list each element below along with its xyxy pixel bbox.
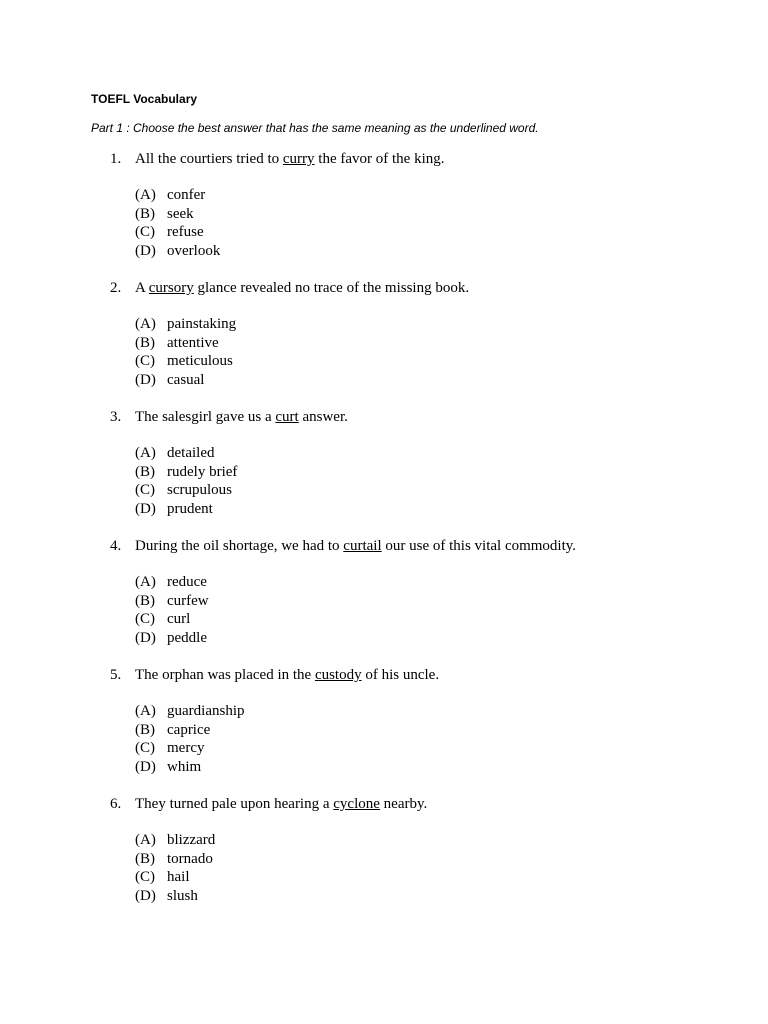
page-title: TOEFL Vocabulary (91, 92, 198, 106)
answer-option[interactable]: (C) curl (135, 611, 191, 627)
instruction-text: Part 1 : Choose the best answer that has the same meaning as the underlined word. (91, 121, 539, 135)
answer-options (0, 574, 768, 648)
underlined-word: curry (282, 151, 315, 167)
underlined-word: curt (275, 409, 299, 425)
answer-option[interactable]: (D) slush (135, 887, 198, 904)
answer-options (0, 316, 768, 390)
answer-option[interactable]: (B) caprice (135, 721, 211, 738)
answer-option[interactable]: (A) blizzard (135, 832, 216, 848)
question-number: 6. (110, 796, 122, 812)
question-item (0, 667, 768, 777)
answer-option[interactable]: (B) attentive (135, 334, 219, 351)
answer-option[interactable]: (A) painstaking (135, 316, 237, 332)
question-item (0, 796, 768, 906)
question-stem (0, 538, 768, 560)
answer-option[interactable]: (C) scrupulous (135, 482, 232, 498)
question-item (0, 151, 768, 261)
underlined-word: cursory (148, 280, 194, 296)
answer-option[interactable]: (B) seek (135, 205, 194, 222)
answer-option[interactable]: (A) confer (135, 187, 206, 203)
question-number: 3. (110, 409, 122, 425)
question-text: The salesgirl gave us a curt answer. (135, 409, 348, 425)
question-item (0, 280, 768, 390)
underlined-word: curtail (343, 538, 382, 554)
question-number: 1. (110, 151, 122, 167)
answer-options (0, 187, 768, 261)
answer-option[interactable]: (B) curfew (135, 592, 209, 609)
answer-option[interactable]: (C) refuse (135, 224, 204, 240)
answer-option[interactable]: (D) overlook (135, 242, 221, 259)
answer-options (0, 832, 768, 906)
question-number: 5. (110, 667, 122, 683)
answer-options (0, 445, 768, 519)
question-item (0, 538, 768, 648)
answer-options (0, 703, 768, 777)
answer-option[interactable]: (B) rudely brief (135, 463, 238, 480)
question-text: A cursory glance revealed no trace of the missing book. (135, 280, 470, 296)
answer-option[interactable]: (D) whim (135, 758, 202, 775)
question-text: During the oil shortage, we had to curtail our use of this vital commodity. (135, 538, 577, 554)
answer-option[interactable]: (D) prudent (135, 500, 213, 517)
question-number: 2. (110, 280, 122, 296)
answer-option[interactable]: (A) guardianship (135, 703, 245, 719)
question-stem (0, 280, 768, 302)
underlined-word: cyclone (333, 796, 380, 812)
underlined-word: custody (314, 667, 362, 683)
answer-option[interactable]: (B) tornado (135, 850, 213, 867)
answer-option[interactable]: (A) detailed (135, 445, 215, 461)
answer-option[interactable]: (A) reduce (135, 574, 207, 590)
answer-option[interactable]: (C) mercy (135, 740, 205, 756)
question-stem (0, 409, 768, 431)
answer-option[interactable]: (C) hail (135, 869, 190, 885)
question-text: The orphan was placed in the custody of his uncle. (135, 667, 440, 683)
question-text: They turned pale upon hearing a cyclone nearby. (135, 796, 428, 812)
answer-option[interactable]: (D) peddle (135, 629, 207, 646)
question-stem (0, 667, 768, 689)
question-stem (0, 796, 768, 818)
answer-option[interactable]: (D) casual (135, 371, 205, 388)
question-stem (0, 151, 768, 173)
answer-option[interactable]: (C) meticulous (135, 353, 233, 369)
question-item (0, 409, 768, 519)
question-number: 4. (110, 538, 122, 554)
question-text: All the courtiers tried to curry the favor of the king. (135, 151, 445, 167)
